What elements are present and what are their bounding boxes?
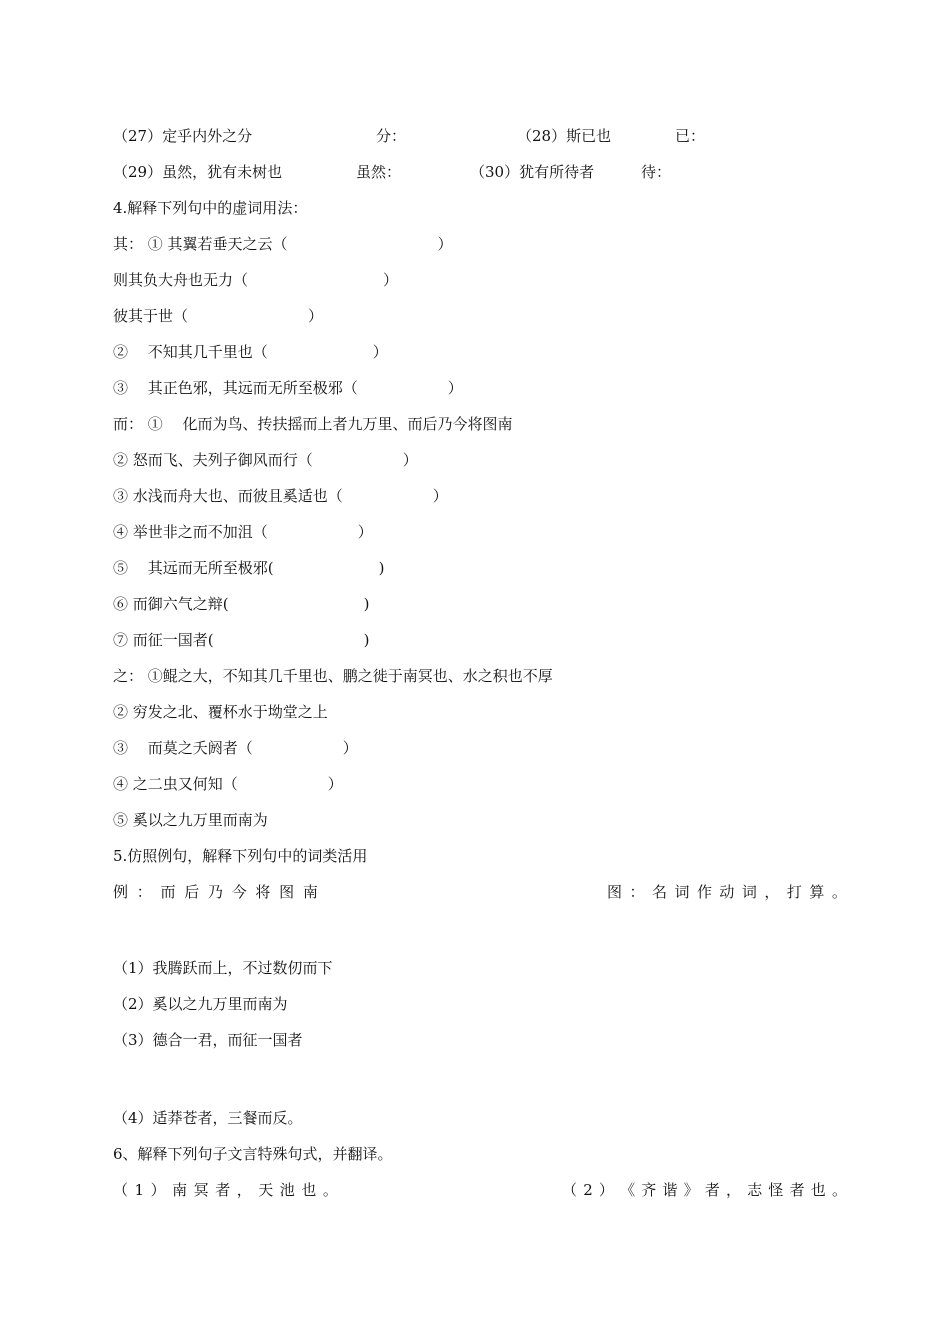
q5-title: 5.仿照例句，解释下列句中的词类活用 — [113, 847, 368, 865]
q5-example-sentence: 例 ： 而 后 乃 今 将 图 南 — [113, 883, 318, 901]
item-29-answer-label: 虽然： — [356, 163, 402, 181]
q4-er-4: ④ 举世非之而不加沮（ ） — [113, 523, 373, 541]
item-30: （30）犹有所待者 — [470, 163, 595, 181]
q6-item-2: （ 2 ） 《 齐 谐 》 者 ， 志 怪 者 也 。 — [562, 1181, 847, 1199]
q4-er-2: ② 怒而飞、夫列子御风而行（ ） — [113, 451, 418, 469]
item-27: （27）定乎内外之分 — [113, 127, 253, 145]
q5-item-3: （3）德合一君，而征一国者 — [113, 1031, 303, 1049]
item-28-answer-label: 已： — [675, 127, 706, 145]
q4-er-3: ③ 水浅而舟大也、而彼且奚适也（ ） — [113, 487, 448, 505]
q4-er-5: ⑤ 其远而无所至极邪( ) — [113, 559, 385, 577]
q6-title: 6、解释下列句子文言特殊句式，并翻译。 — [113, 1145, 393, 1163]
q4-zhi-1: 之： ①鲲之大，不知其几千里也、鹏之徙于南冥也、水之积也不厚 — [113, 667, 553, 685]
q4-qi-1c: 彼其于世（ ） — [113, 307, 324, 325]
q4-title: 4.解释下列句中的虚词用法： — [113, 199, 308, 217]
item-30-answer-label: 待： — [641, 163, 672, 181]
q5-example-explanation: 图 ： 名 词 作 动 词 ， 打 算 。 — [607, 883, 847, 901]
q5-item-2: （2）奚以之九万里而南为 — [113, 995, 288, 1013]
q4-qi-1b: 则其负大舟也无力（ ） — [113, 271, 399, 289]
item-27-answer-label: 分： — [376, 127, 407, 145]
q4-zhi-2: ② 穷发之北、覆杯水于坳堂之上 — [113, 703, 328, 721]
q4-qi-2: ② 不知其几千里也（ ） — [113, 343, 388, 361]
q4-qi-3: ③ 其正色邪，其远而无所至极邪（ ） — [113, 379, 463, 397]
item-28: （28）斯已也 — [517, 127, 612, 145]
q4-zhi-3: ③ 而莫之夭阏者（ ） — [113, 739, 358, 757]
q4-zhi-5: ⑤ 奚以之九万里而南为 — [113, 811, 268, 829]
q4-er-1: 而： ① 化而为鸟、抟扶摇而上者九万里、而后乃今将图南 — [113, 415, 513, 433]
item-29: （29）虽然，犹有未树也 — [113, 163, 283, 181]
q6-item-1: （ 1 ） 南 冥 者 ， 天 池 也 。 — [113, 1181, 338, 1199]
q5-item-1: （1）我腾跃而上，不过数仞而下 — [113, 959, 333, 977]
q4-zhi-4: ④ 之二虫又何知（ ） — [113, 775, 343, 793]
q4-er-7: ⑦ 而征一国者( ) — [113, 631, 370, 649]
q4-er-6: ⑥ 而御六气之辩( ) — [113, 595, 370, 613]
q4-qi-1: 其： ① 其翼若垂天之云（ ） — [113, 235, 453, 253]
q5-item-4: （4）适莽苍者，三餐而反。 — [113, 1109, 303, 1127]
